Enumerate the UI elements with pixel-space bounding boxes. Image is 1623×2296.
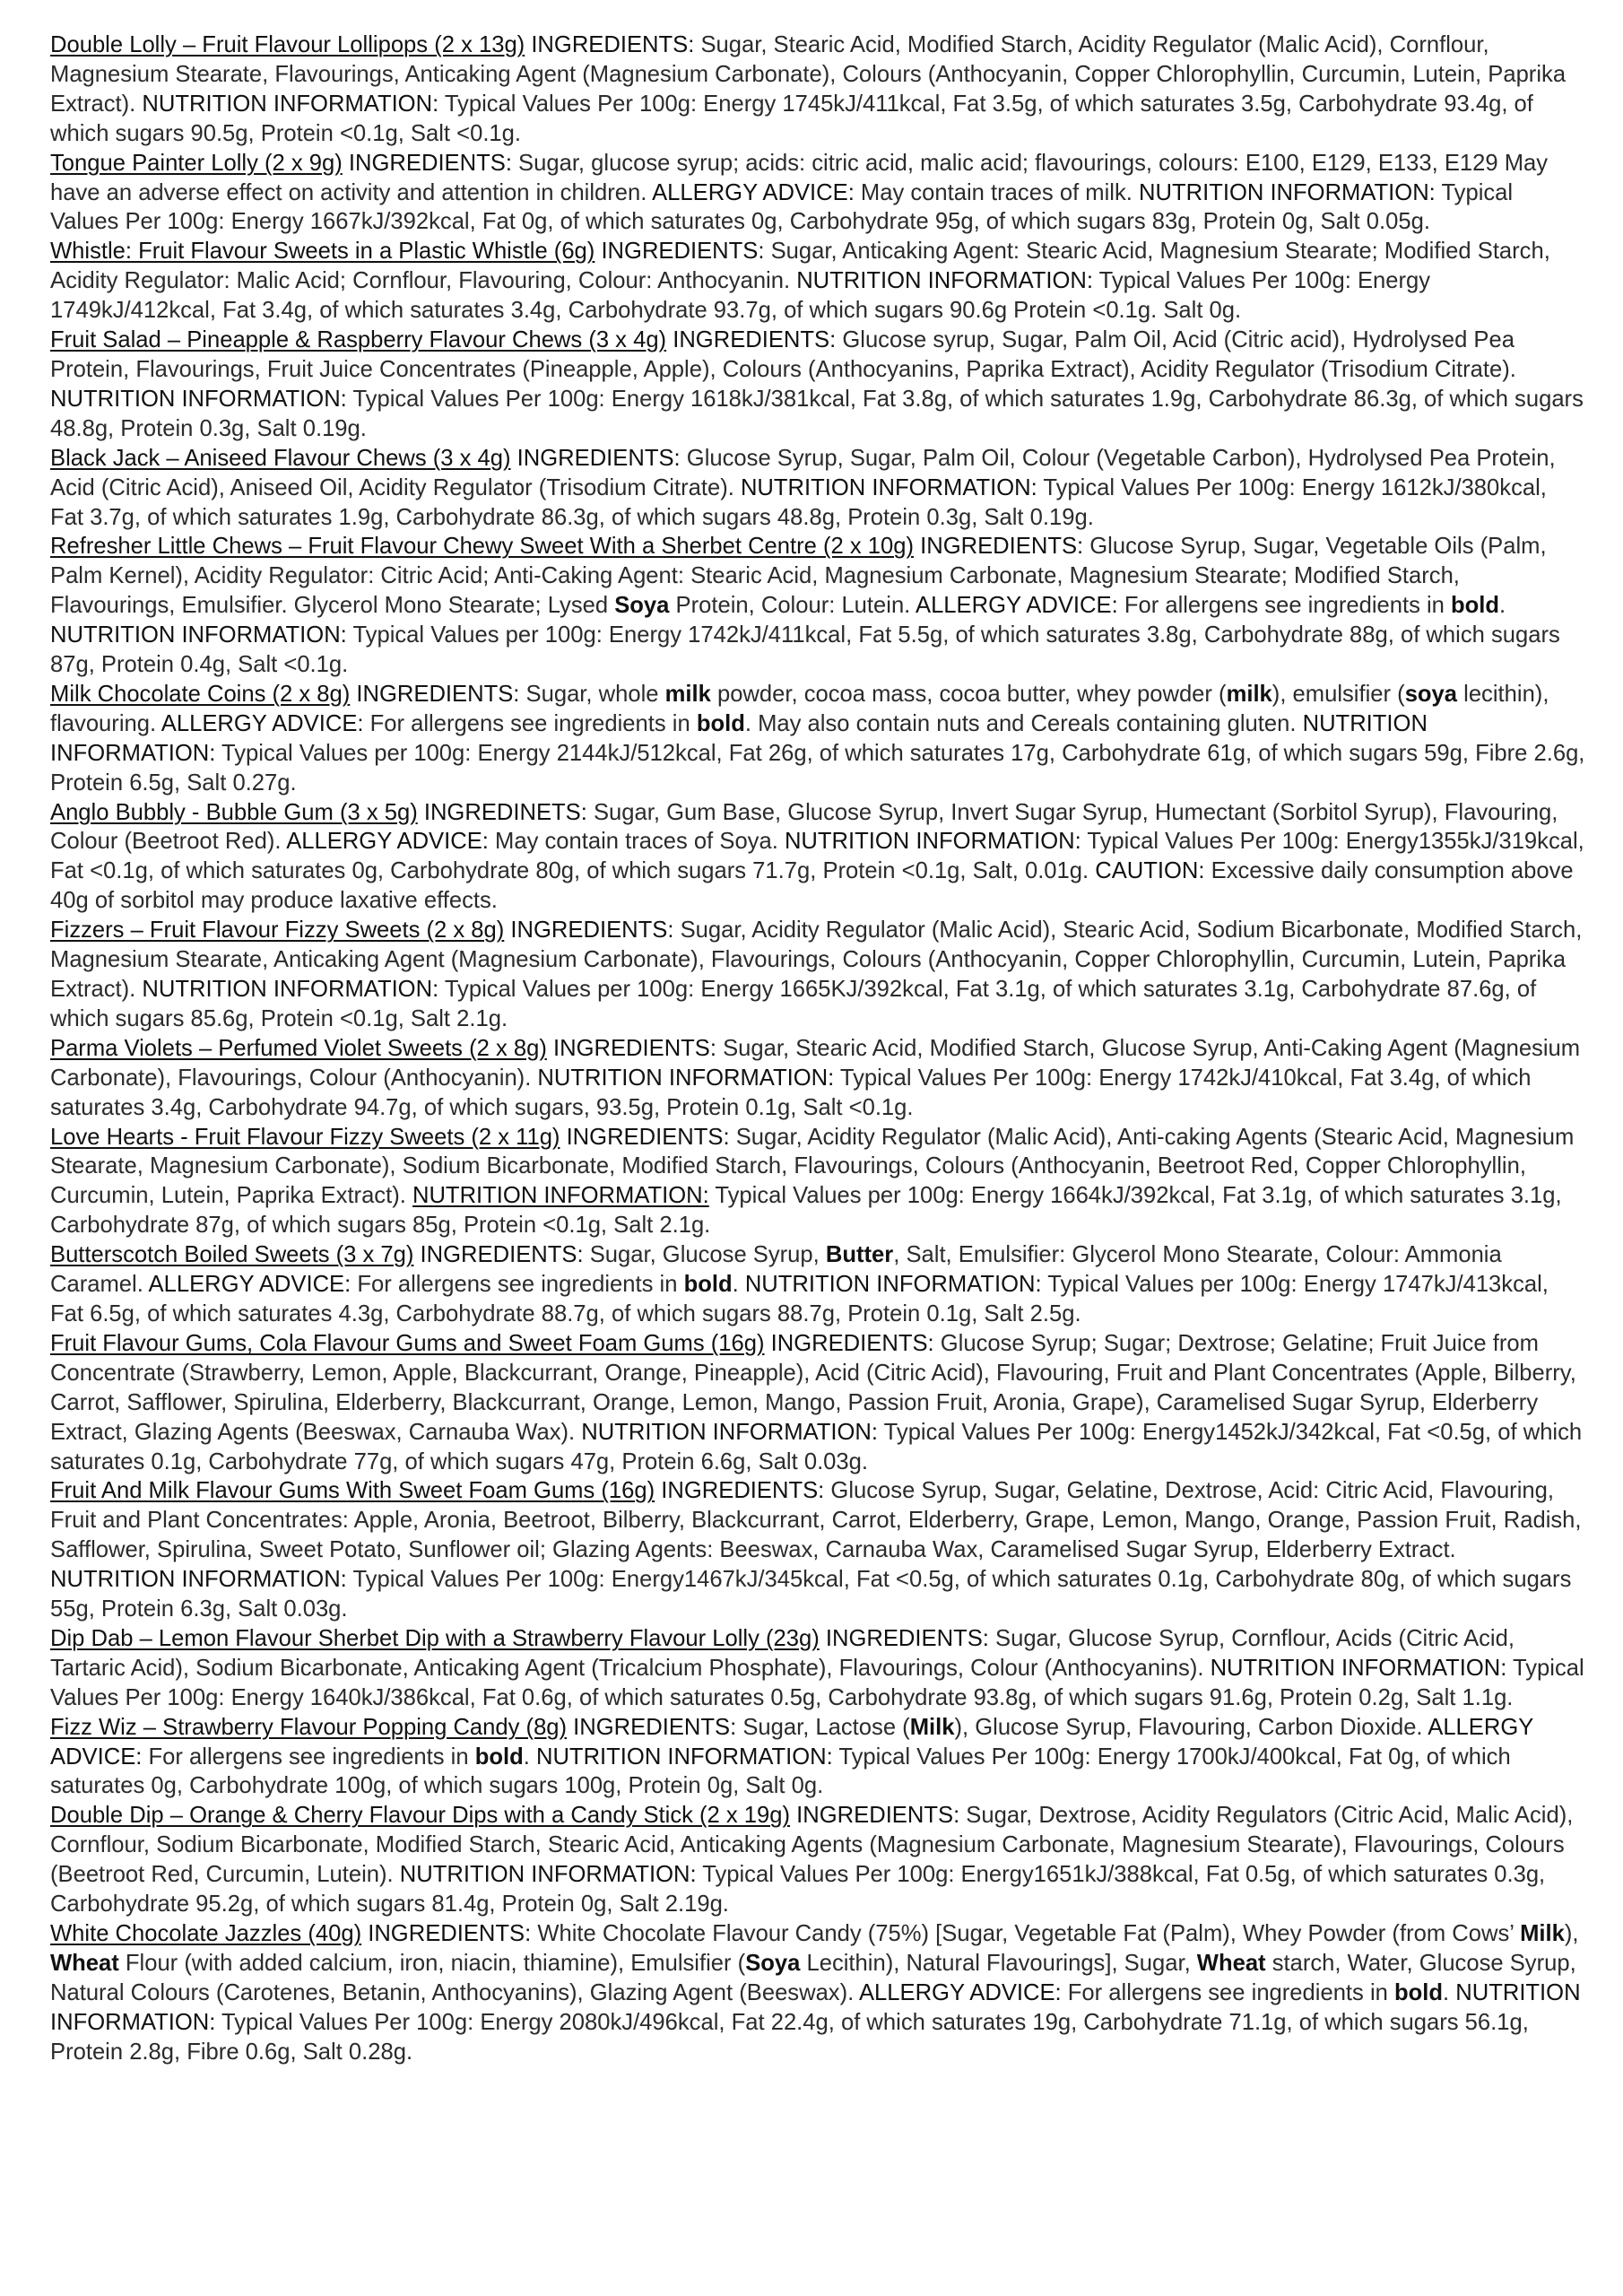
allergen-text: bold bbox=[1451, 593, 1500, 619]
allergen-text: Wheat bbox=[50, 1950, 119, 1976]
section-label: ALLERGY ADVICE: bbox=[50, 1714, 1533, 1770]
section-label: CAUTION: bbox=[1095, 858, 1205, 884]
body-text: For allergens see ingredients in bbox=[351, 1272, 684, 1298]
section-label: NUTRITION INFORMATION: bbox=[50, 1567, 347, 1593]
body-text: Protein, Colour: Lutein. bbox=[669, 593, 916, 619]
body-text: Sugar, glucose syrup; acids: citric acid, malic acid; flavourings, colours: E100, E129, E133, E129 May have an adverse effect on activity and attention in children. bbox=[50, 150, 1549, 205]
product-entry bbox=[50, 237, 1585, 326]
section-label: ALLERGY ADVICE: bbox=[916, 593, 1118, 619]
section-label: NUTRITION INFORMATION: bbox=[50, 1979, 1581, 2035]
section-label: ALLERGY ADVICE: bbox=[161, 710, 364, 736]
section-label: INGREDINETS: bbox=[417, 799, 587, 825]
product-name: Whistle: Fruit Flavour Sweets in a Plastic Whistle (6g) bbox=[50, 239, 595, 265]
section-label: NUTRITION INFORMATION: bbox=[1210, 1655, 1507, 1681]
product-entry bbox=[50, 916, 1585, 1034]
body-text: May contain traces of milk. bbox=[854, 179, 1139, 205]
section-label: NUTRITION INFORMATION: bbox=[796, 268, 1093, 294]
product-entry bbox=[50, 680, 1585, 798]
section-label: INGREDIENTS: bbox=[560, 1124, 730, 1150]
body-text: Typical Values Per 100g: Energy1452kJ/342kcal, Fat <0.5g, of which saturates 0.1g, Carbohydrate 77g, of which sugars 47g, Protein 6.6g, Salt 0.03g. bbox=[50, 1419, 1583, 1474]
section-label: NUTRITION INFORMATION: bbox=[744, 1272, 1042, 1298]
body-text: Lecithin), Natural Flavourings], Sugar, bbox=[800, 1950, 1197, 1976]
body-text: ), bbox=[1564, 1921, 1579, 1946]
section-label: ALLERGY ADVICE: bbox=[858, 1979, 1062, 2005]
body-text: May contain traces of Soya. bbox=[488, 829, 785, 855]
allergen-text: milk bbox=[1226, 681, 1272, 707]
product-entry bbox=[50, 1240, 1585, 1329]
body-text: Sugar, Lactose ( bbox=[736, 1714, 910, 1740]
body-text: powder, cocoa mass, cocoa butter, whey powder ( bbox=[710, 681, 1227, 707]
section-label: NUTRITION INFORMATION: bbox=[412, 1183, 709, 1209]
body-text: Typical Values Per 100g: Energy 1742kJ/410kcal, Fat 3.4g, of which saturates 3.4g, Carbohydrate 94.7g, of which sugars, 93.5g, Protein 0.1g, Salt <0.1g. bbox=[50, 1065, 1532, 1120]
body-text: Flour (with added calcium, iron, niacin, thiamine), Emulsifier ( bbox=[118, 1950, 746, 1976]
product-name: Love Hearts - Fruit Flavour Fizzy Sweets (2 x 11g) bbox=[50, 1124, 560, 1150]
body-text: Typical Values Per 100g: Energy1355kJ/319kcal, Fat <0.1g, of which saturates 0g, Carbohydrate 80g, of which sugars 71.7g, Protein <0.1g, Salt, 0.01g. bbox=[50, 829, 1584, 884]
allergen-text: Butter bbox=[825, 1242, 894, 1268]
section-label: INGREDIENTS: bbox=[413, 1242, 584, 1268]
product-entry bbox=[50, 1919, 1585, 2067]
body-text: Typical Values per 100g: Energy 1747kJ/413kcal, Fat 6.5g, of which saturates 4.3g, Carbohydrate 88.7g, of which sugars 88.7g, Protein 0.1g, Salt 2.5g. bbox=[50, 1272, 1549, 1326]
allergen-text: bold bbox=[696, 710, 745, 736]
section-label: NUTRITION INFORMATION: bbox=[142, 977, 439, 1002]
body-text: Glucose Syrup; Sugar; Dextrose; Gelatine; Fruit Juice from Concentrate (Strawberry, Lemon, Apple, Blackcurrant, Orange, Pineapple), Acid (Citric Acid), Flavouring, Fruit and Plant Concentrates (Apple, Bilberry, Carrot, Safflower, Spirulina, Elderberry, Blackcurrant, Orange, Lemon, Mango, Passion Fruit, Aronia, Grape), Caramelised Sugar Syrup, Elderberry Extract, Glazing Agents (Beeswax, Carnauba Wax). bbox=[50, 1330, 1576, 1445]
product-name: Butterscotch Boiled Sweets (3 x 7g) bbox=[50, 1242, 414, 1268]
body-text: Typical Values Per 100g: Energy 1618kJ/381kcal, Fat 3.8g, of which saturates 1.9g, Carbohydrate 86.3g, of which sugars 48.8g, Protein 0.3g, Salt 0.19g. bbox=[50, 386, 1584, 441]
allergen-text: bold bbox=[683, 1272, 733, 1298]
allergen-text: soya bbox=[1404, 681, 1458, 707]
body-text: Typical Values per 100g: Energy 2144kJ/512kcal, Fat 26g, of which saturates 17g, Carbohydrate 61g, of which sugars 59g, Fibre 2.6g, Protein 6.5g, Salt 0.27g. bbox=[50, 740, 1585, 796]
section-label: NUTRITION INFORMATION: bbox=[142, 91, 439, 117]
body-text: Typical Values Per 100g: Energy 1612kJ/380kcal, Fat 3.7g, of which saturates 1.9g, Carbohydrate 86.3g, of which sugars 48.8g, Protein 0.3g, Salt 0.19g. bbox=[50, 474, 1547, 530]
body-text: Sugar, Anticaking Agent: Stearic Acid, Magnesium Stearate; Modified Starch, Acidity Regulator: Malic Acid; Cornflour, Flavouring, Colour: Anthocyanin. bbox=[50, 239, 1550, 294]
product-name: Fruit And Milk Flavour Gums With Sweet Foam Gums (16g) bbox=[50, 1478, 655, 1504]
body-text: ), Glucose Syrup, Flavouring, Carbon Dioxide. bbox=[954, 1714, 1428, 1740]
product-entry bbox=[50, 326, 1585, 444]
body-text: For allergens see ingredients in bbox=[363, 710, 697, 736]
section-label: INGREDIENTS: bbox=[764, 1330, 934, 1356]
product-entry bbox=[50, 444, 1585, 533]
section-label: INGREDIENTS: bbox=[342, 150, 512, 176]
section-label: INGREDIENTS: bbox=[655, 1478, 825, 1504]
section-label: NUTRITION INFORMATION: bbox=[399, 1862, 697, 1888]
product-name: Anglo Bubbly - Bubble Gum (3 x 5g) bbox=[50, 799, 418, 825]
product-entry bbox=[50, 798, 1585, 917]
product-name: Black Jack – Aniseed Flavour Chews (3 x 4g) bbox=[50, 445, 511, 471]
body-text: Typical Values Per 100g: Energy 2080kJ/496kcal, Fat 22.4g, of which saturates 19g, Carbohydrate 71.1g, of which sugars 56.1g, Protein 2.8g, Fibre 0.6g, Salt 0.28g. bbox=[50, 2009, 1529, 2065]
product-entry bbox=[50, 1624, 1585, 1713]
product-entry bbox=[50, 1801, 1585, 1919]
product-name: Tongue Painter Lolly (2 x 9g) bbox=[50, 150, 343, 176]
section-label: ALLERGY ADVICE: bbox=[286, 829, 489, 855]
body-text: . bbox=[523, 1744, 536, 1770]
section-label: INGREDIENTS: bbox=[510, 445, 681, 471]
body-text: Typical Values Per 100g: Energy 1749kJ/412kcal, Fat 3.4g, of which saturates 3.4g, Carbohydrate 93.7g, of which sugars 90.6g Protein <0.1g. Salt 0g. bbox=[50, 268, 1431, 324]
body-text: Sugar, Dextrose, Acidity Regulators (Citric Acid, Malic Acid), Cornflour, Sodium Bicarbonate, Modified Starch, Stearic Acid, Anticaking Agents (Magnesium Carbonate, Magnesium Stearate), Flavourings, Colours (Beetroot Red, Curcumin, Lutein). bbox=[50, 1803, 1574, 1888]
product-name: Fizzers – Fruit Flavour Fizzy Sweets (2 x 8g) bbox=[50, 918, 505, 944]
section-label: INGREDIENTS: bbox=[914, 534, 1084, 560]
section-label: NUTRITION INFORMATION: bbox=[740, 474, 1037, 500]
body-text: Typical Values Per 100g: Energy 1745kJ/411kcal, Fat 3.5g, of which saturates 3.5g, Carbohydrate 93.4g, of which sugars 90.5g, Protein <0.1g, Salt <0.1g. bbox=[50, 91, 1533, 146]
body-text: Sugar, whole bbox=[519, 681, 665, 707]
allergen-text: Soya bbox=[614, 593, 670, 619]
allergen-text: milk bbox=[664, 681, 711, 707]
section-label: NUTRITION INFORMATION: bbox=[1139, 179, 1436, 205]
section-label: ALLERGY ADVICE: bbox=[652, 179, 855, 205]
body-text: Typical Values Per 100g: Energy 1640kJ/386kcal, Fat 0.6g, of which saturates 0.5g, Carbohydrate 93.8g, of which sugars 91.6g, Protein 0.2g, Salt 1.1g. bbox=[50, 1655, 1584, 1710]
body-text: Sugar, Gum Base, Glucose Syrup, Invert Sugar Syrup, Humectant (Sorbitol Syrup), Flavouring, Colour (Beetroot Red). bbox=[50, 799, 1558, 855]
section-label: INGREDIENTS: bbox=[361, 1921, 532, 1946]
body-text: Glucose syrup, Sugar, Palm Oil, Acid (Citric acid), Hydrolysed Pea Protein, Flavourings, Fruit Juice Concentrates (Pineapple, Apple), Colours (Anthocyanins, Paprika Extract), Acidity Regulator (Trisodium Citrate). bbox=[50, 327, 1516, 382]
ingredients-document bbox=[50, 30, 1585, 2067]
body-text: Typical Values per 100g: Energy 1742kJ/411kcal, Fat 5.5g, of which saturates 3.8g, Carbohydrate 88g, of which sugars 87g, Protein 0.4g, Salt <0.1g. bbox=[50, 622, 1560, 678]
product-entry bbox=[50, 1123, 1585, 1241]
product-name: Milk Chocolate Coins (2 x 8g) bbox=[50, 681, 351, 707]
product-name: Fruit Salad – Pineapple & Raspberry Flavour Chews (3 x 4g) bbox=[50, 327, 667, 353]
body-text: Typical Values per 100g: Energy 1665KJ/392kcal, Fat 3.1g, of which saturates 3.1g, Carbohydrate 87.6g, of which sugars 85.6g, Protein <0.1g, Salt 2.1g. bbox=[50, 977, 1537, 1031]
product-name: Parma Violets – Perfumed Violet Sweets (2 x 8g) bbox=[50, 1035, 547, 1061]
body-text: Sugar, Acidity Regulator (Malic Acid), Stearic Acid, Sodium Bicarbonate, Modified Starch, Magnesium Stearate, Anticaking Agent (Magnesium Carbonate), Flavourings, Colours (Anthocyanin, Copper Chlorophyllin, Curcumin, Lutein, Paprika Extract). bbox=[50, 918, 1583, 1002]
section-label: INGREDIENTS: bbox=[595, 239, 765, 265]
product-name: Refresher Little Chews – Fruit Flavour Chewy Sweet With a Sherbet Centre (2 x 10g) bbox=[50, 534, 915, 560]
body-text: For allergens see ingredients in bbox=[142, 1744, 475, 1770]
product-name: Double Lolly – Fruit Flavour Lollipops (2 x 13g) bbox=[50, 32, 525, 57]
section-label: INGREDIENTS: bbox=[666, 327, 837, 353]
body-text: Sugar, Stearic Acid, Modified Starch, Glucose Syrup, Anti-Caking Agent (Magnesium Carbonate), Flavourings, Colour (Anthocyanin). bbox=[50, 1035, 1581, 1091]
section-label: NUTRITION INFORMATION: bbox=[50, 710, 1428, 766]
section-label: NUTRITION INFORMATION: bbox=[535, 1744, 833, 1770]
product-entry bbox=[50, 149, 1585, 238]
product-entry bbox=[50, 1713, 1585, 1802]
body-text: Glucose Syrup, Sugar, Gelatine, Dextrose, Acid: Citric Acid, Flavouring, Fruit and Plant Concentrates: Apple, Aronia, Beetroot, Bilberry, Blackcurrant, Carrot, Elderberry, Grape, Lemon, Mango, Orange, Passion Fruit, Radish, Safflower, Spirulina, Sweet Potato, Sunflower oil; Glazing Agents: Beeswax, Carnauba Wax, Caramelised Sugar Syrup, Elderberry Extract. bbox=[50, 1478, 1582, 1563]
body-text: For allergens see ingredients in bbox=[1061, 1979, 1394, 2005]
section-label: NUTRITION INFORMATION: bbox=[50, 386, 347, 412]
body-text: Glucose Syrup, Sugar, Palm Oil, Colour (Vegetable Carbon), Hydrolysed Pea Protein, Acid (Citric Acid), Aniseed Oil, Acidity Regulator (Trisodium Citrate). bbox=[50, 445, 1556, 500]
section-label: NUTRITION INFORMATION: bbox=[784, 829, 1081, 855]
body-text: . bbox=[732, 1272, 745, 1298]
body-text: starch, Water, Glucose Syrup, Natural Colours (Carotenes, Betanin, Anthocyanins), Glazing Agent (Beeswax). bbox=[50, 1950, 1576, 2005]
section-label: INGREDIENTS: bbox=[567, 1714, 737, 1740]
section-label: INGREDIENTS: bbox=[350, 681, 520, 707]
body-text: lecithin), flavouring. bbox=[50, 681, 1549, 736]
body-text: Typical Values Per 100g: Energy1651kJ/388kcal, Fat 0.5g, of which saturates 0.3g, Carbohydrate 95.2g, of which sugars 81.4g, Protein 0g, Salt 2.19g. bbox=[50, 1862, 1546, 1918]
product-name: Double Dip – Orange & Cherry Flavour Dips with a Candy Stick (2 x 19g) bbox=[50, 1803, 791, 1829]
body-text: . bbox=[1499, 593, 1506, 619]
body-text: ), emulsifier ( bbox=[1271, 681, 1405, 707]
product-entry bbox=[50, 1476, 1585, 1624]
body-text: . May also contain nuts and Cereals containing gluten. bbox=[744, 710, 1303, 736]
allergen-text: bold bbox=[474, 1744, 524, 1770]
body-text: Sugar, Stearic Acid, Modified Starch, Acidity Regulator (Malic Acid), Cornflour, Magnesium Stearate, Flavourings, Anticaking Agent (Magnesium Carbonate), Colours (Anthocyanin, Copper Chlorophyllin, Curcumin, Lutein, Paprika Extract). bbox=[50, 32, 1567, 117]
product-entry bbox=[50, 30, 1585, 149]
body-text: Sugar, Acidity Regulator (Malic Acid), Anti-caking Agents (Stearic Acid, Magnesium Stearate, Magnesium Carbonate), Sodium Bicarbonate, Modified Starch, Flavourings, Colours (Anthocyanin, Beetroot Red, Copper Chlorophyllin, Curcumin, Lutein, Paprika Extract). bbox=[50, 1124, 1575, 1209]
section-label: ALLERGY ADVICE: bbox=[148, 1272, 352, 1298]
product-name: Fizz Wiz – Strawberry Flavour Popping Candy (8g) bbox=[50, 1714, 568, 1740]
section-label: INGREDIENTS: bbox=[504, 918, 674, 944]
allergen-text: Soya bbox=[745, 1950, 801, 1976]
section-label: INGREDIENTS: bbox=[819, 1625, 989, 1651]
body-text: Sugar, Glucose Syrup, bbox=[583, 1242, 826, 1268]
body-text: Typical Values per 100g: Energy 1664kJ/392kcal, Fat 3.1g, of which saturates 3.1g, Carbohydrate 87g, of which sugars 85g, Protein <0.1g, Salt 2.1g. bbox=[50, 1183, 1562, 1239]
product-name: Dip Dab – Lemon Flavour Sherbet Dip with a Strawberry Flavour Lolly (23g) bbox=[50, 1625, 820, 1651]
section-label: INGREDIENTS: bbox=[525, 32, 695, 57]
product-name: Fruit Flavour Gums, Cola Flavour Gums and Sweet Foam Gums (16g) bbox=[50, 1330, 765, 1356]
section-label: NUTRITION INFORMATION: bbox=[537, 1065, 835, 1091]
body-text: Sugar, Glucose Syrup, Cornflour, Acids (Citric Acid, Tartaric Acid), Sodium Bicarbonate, Anticaking Agent (Tricalcium Phosphate), Flavourings, Colour (Anthocyanins). bbox=[50, 1625, 1515, 1681]
section-label: NUTRITION INFORMATION: bbox=[50, 622, 347, 648]
allergen-text: bold bbox=[1393, 1979, 1443, 2005]
body-text: Typical Values Per 100g: Energy1467kJ/345kcal, Fat <0.5g, of which saturates 0.1g, Carbohydrate 80g, of which sugars 55g, Protein 6.3g, Salt 0.03g. bbox=[50, 1567, 1572, 1622]
allergen-text: Milk bbox=[909, 1714, 955, 1740]
product-name: White Chocolate Jazzles (40g) bbox=[50, 1921, 362, 1946]
body-text: Typical Values Per 100g: Energy 1700kJ/400kcal, Fat 0g, of which saturates 0g, Carbohydrate 100g, of which sugars 100g, Protein 0g, Salt 0g. bbox=[50, 1744, 1511, 1799]
body-text: White Chocolate Flavour Candy (75%) [Sugar, Vegetable Fat (Palm), Whey Powder (from Cows’ bbox=[531, 1921, 1521, 1946]
allergen-text: Milk bbox=[1520, 1921, 1565, 1946]
body-text: Excessive daily consumption above 40g of sorbitol may produce laxative effects. bbox=[50, 858, 1574, 914]
body-text: Glucose Syrup, Sugar, Vegetable Oils (Palm, Palm Kernel), Acidity Regulator: Citric Acid; Anti-Caking Agent: Stearic Acid, Magnesium Carbonate, Magnesium Stearate; Modified Starch, Flavourings, Emulsifier. Glycerol Mono Stearate; Lysed bbox=[50, 534, 1547, 619]
body-text: . bbox=[1443, 1979, 1456, 2005]
body-text: , Salt, Emulsifier: Glycerol Mono Stearate, Colour: Ammonia Caramel. bbox=[50, 1242, 1502, 1298]
body-text: For allergens see ingredients in bbox=[1117, 593, 1452, 619]
body-text: Typical Values Per 100g: Energy 1667kJ/392kcal, Fat 0g, of which saturates 0g, Carbohydrate 95g, of which sugars 83g, Protein 0g, Salt 0.05g. bbox=[50, 179, 1514, 235]
product-entry bbox=[50, 1034, 1585, 1123]
product-entry bbox=[50, 1329, 1585, 1477]
allergen-text: Wheat bbox=[1196, 1950, 1266, 1976]
section-label: INGREDIENTS: bbox=[790, 1803, 960, 1829]
product-entry bbox=[50, 532, 1585, 680]
section-label: NUTRITION INFORMATION: bbox=[581, 1419, 879, 1445]
section-label: INGREDIENTS: bbox=[546, 1035, 716, 1061]
